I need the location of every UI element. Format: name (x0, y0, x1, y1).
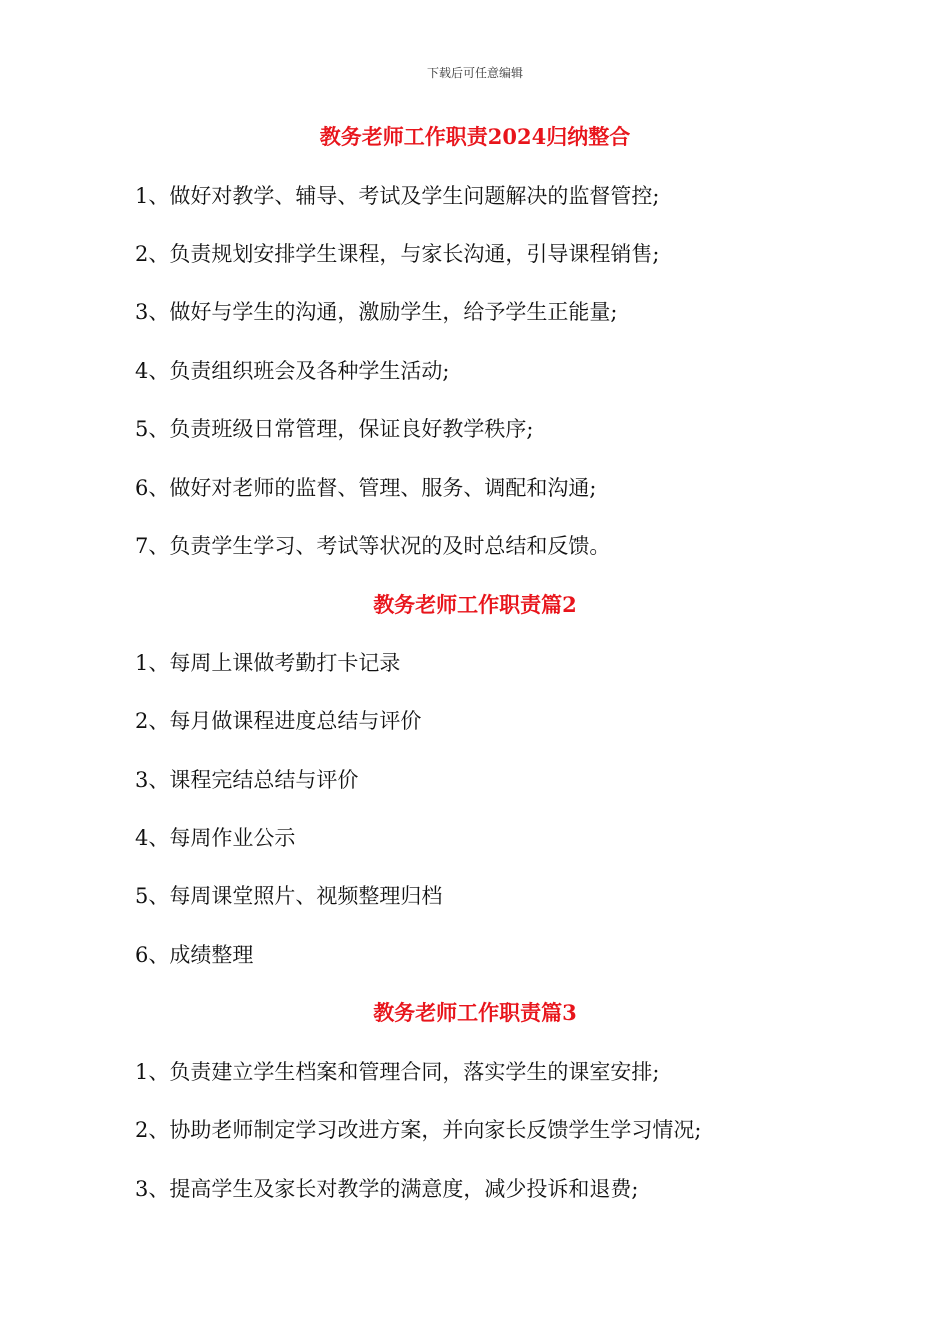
section-3-item-2: 2、协助老师制定学习改进方案，并向家长反馈学生学习情况; (135, 1118, 702, 1142)
section-1-item-6: 6、做好对老师的监督、管理、服务、调配和沟通; (135, 476, 597, 500)
section-1-item-1: 1、做好对教学、辅导、考试及学生问题解决的监督管控; (135, 184, 660, 208)
section-1-item-5: 5、负责班级日常管理，保证良好教学秩序; (135, 417, 534, 441)
section-1-item-2: 2、负责规划安排学生课程，与家长沟通，引导课程销售; (135, 242, 660, 266)
page-header-note: 下载后可任意编辑 (426, 66, 523, 80)
section-2-item-5: 5、每周课堂照片、视频整理归档 (135, 884, 443, 908)
section-3-item-1: 1、负责建立学生档案和管理合同，落实学生的课室安排; (135, 1060, 660, 1084)
section-2-title: 教务老师工作职责篇2 (373, 592, 577, 617)
section-1-item-4: 4、负责组织班会及各种学生活动; (135, 359, 450, 383)
section-1-item-3: 3、做好与学生的沟通，激励学生，给予学生正能量; (135, 300, 618, 324)
section-2-item-3: 3、课程完结总结与评价 (135, 768, 359, 792)
section-1-title: 教务老师工作职责2024归纳整合 (319, 124, 631, 149)
section-2-item-2: 2、每月做课程进度总结与评价 (135, 709, 422, 733)
section-3-item-3: 3、提高学生及家长对教学的满意度，减少投诉和退费; (135, 1177, 639, 1201)
section-2-item-4: 4、每周作业公示 (135, 826, 296, 850)
section-1-item-7: 7、负责学生学习、考试等状况的及时总结和反馈。 (135, 534, 611, 558)
section-2-item-6: 6、成绩整理 (135, 943, 254, 967)
section-2-item-1: 1、每周上课做考勤打卡记录 (135, 651, 401, 675)
section-3-title: 教务老师工作职责篇3 (373, 1000, 577, 1025)
